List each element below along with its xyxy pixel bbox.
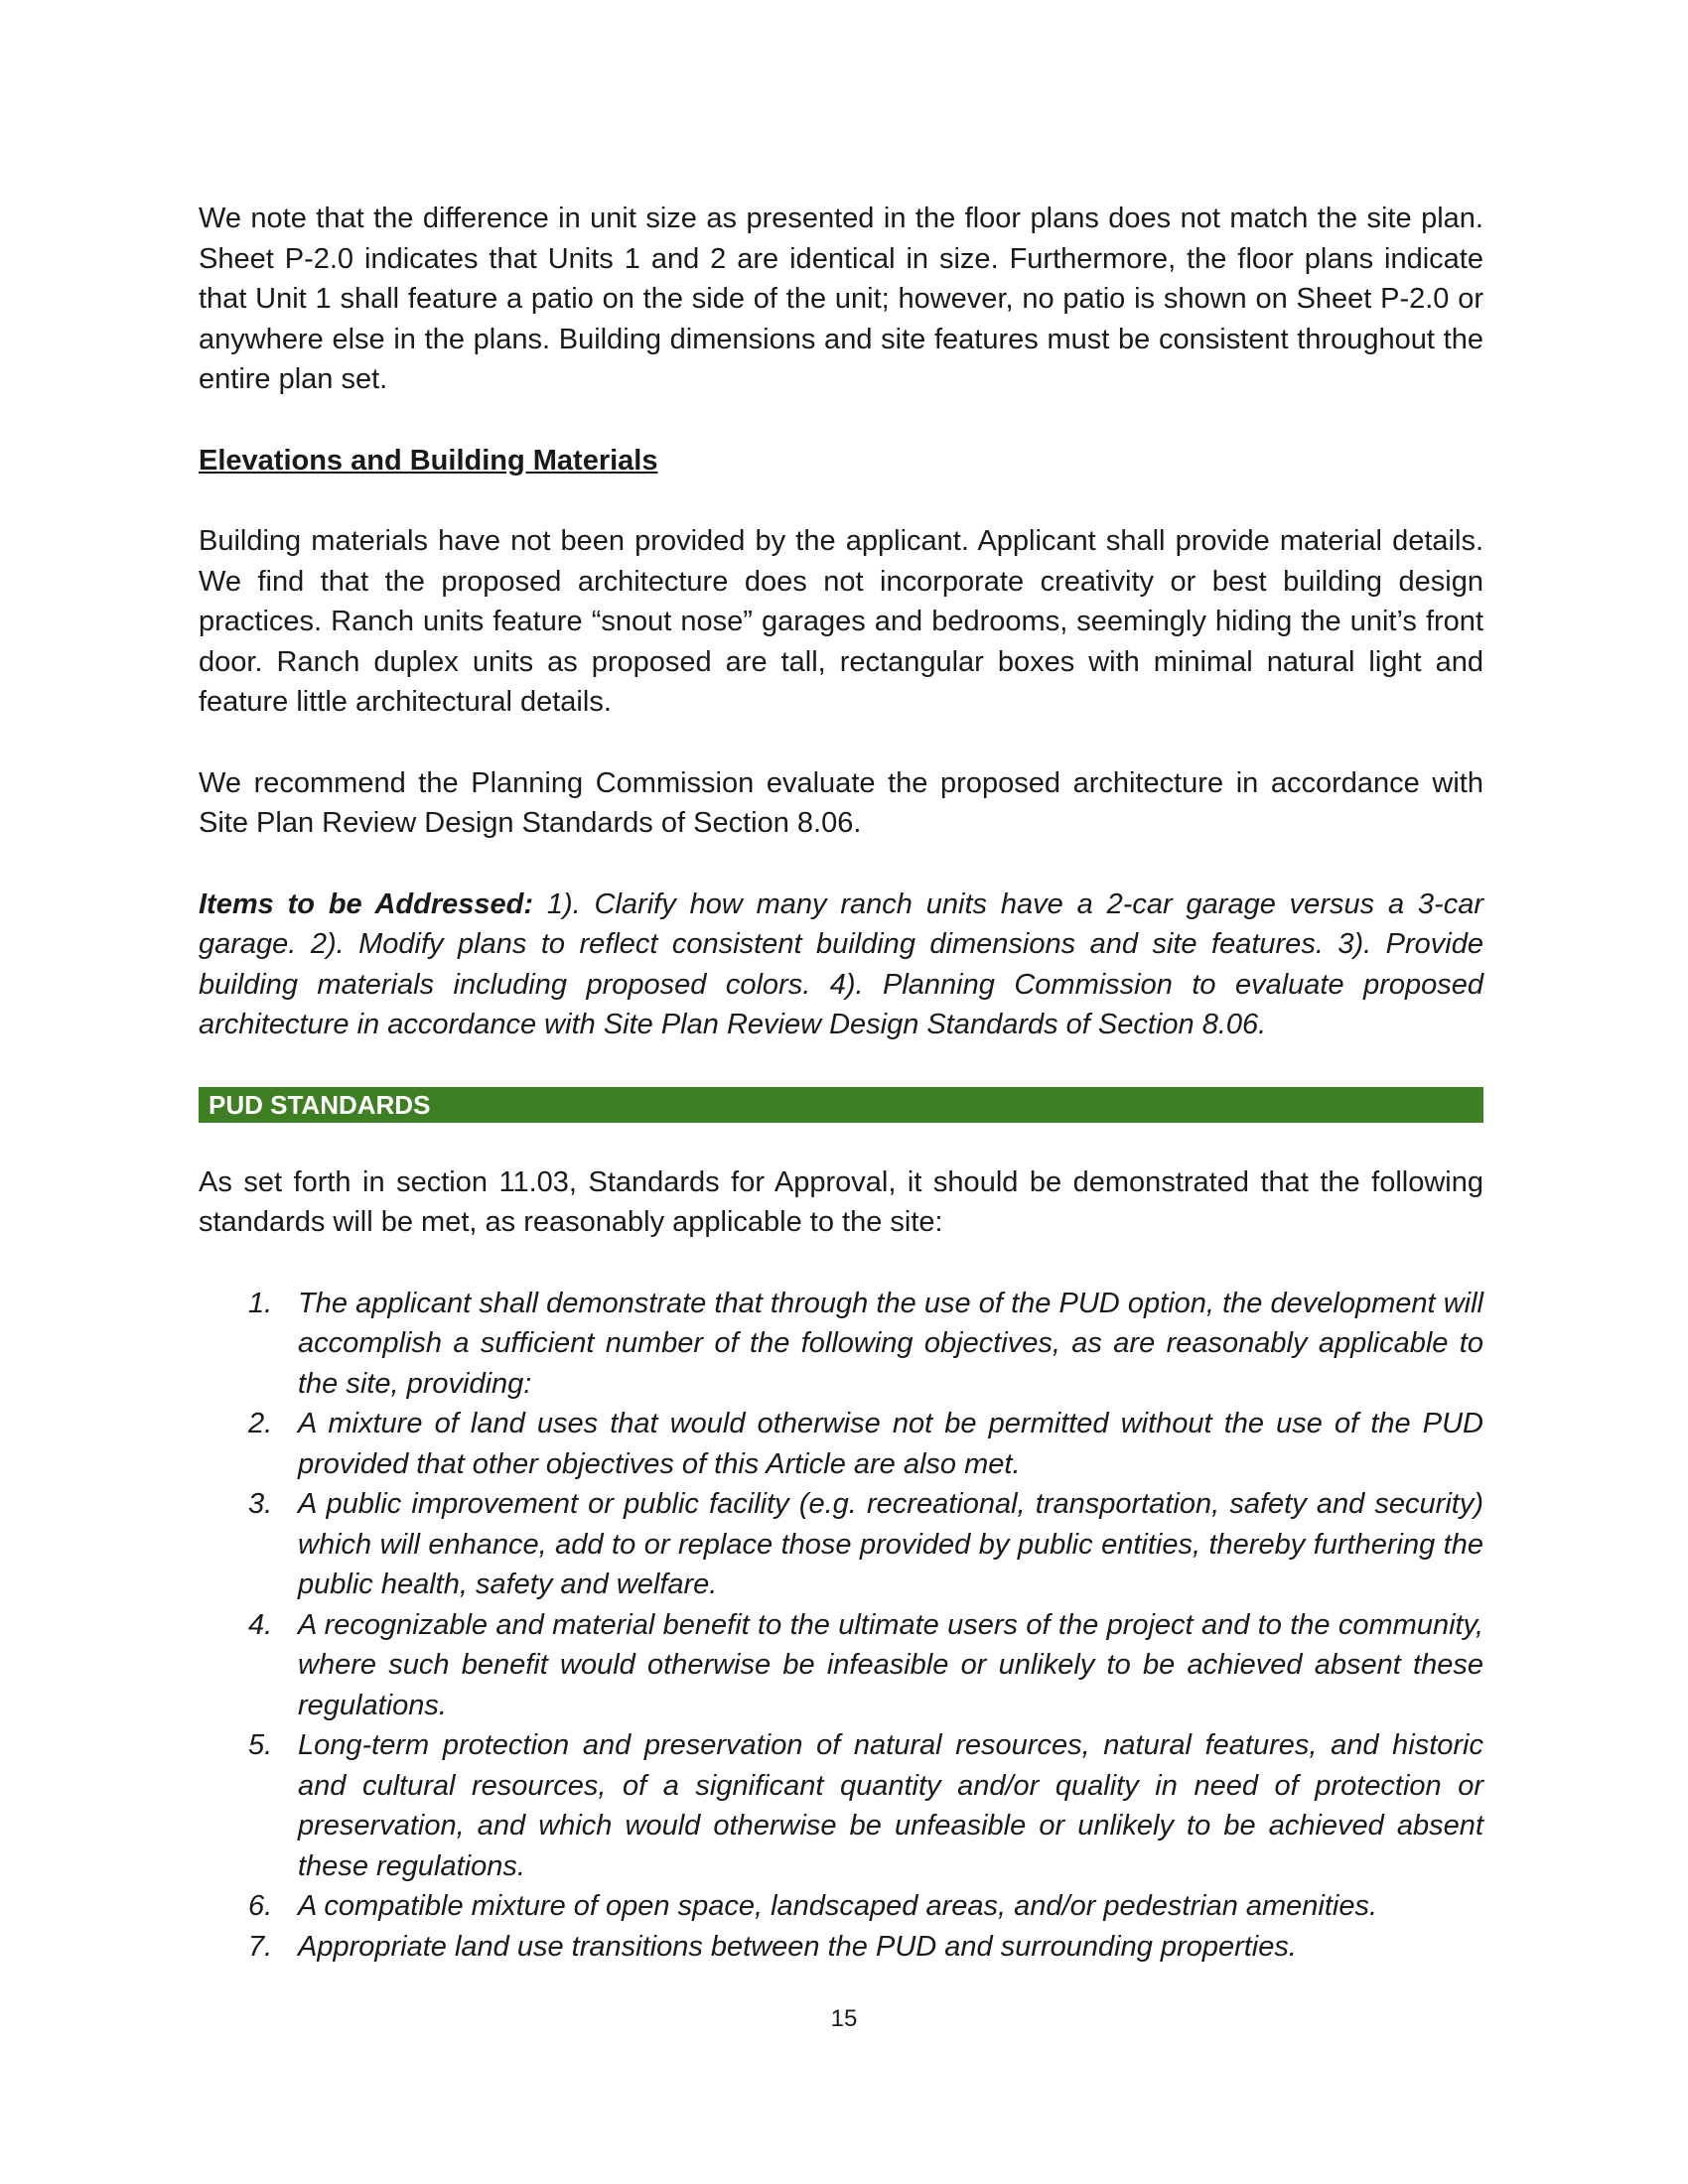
section-header-pud-standards: PUD STANDARDS: [199, 1087, 1483, 1123]
list-number: 3.: [248, 1488, 273, 1520]
standards-list-item: [199, 1725, 1483, 1886]
paragraph-recommendation: We recommend the Planning Commission evaluate the proposed architecture in accordance with Site Plan Review Design Standards of Section 8.06.: [199, 766, 1483, 839]
paragraph-unit-size: We note that the difference in unit size as presented in the floor plans does not match the site plan. Sheet P-2.0 indicates that Units 1 and 2 are identical in size. Furthermore, the floor plans indicate that Unit 1 shall feature a patio on the side of the unit; however, no patio is shown on Sheet P-2.0 or anywhere else in the plans. Building dimensions and site features must be consistent throughout the entire plan set.: [199, 203, 1483, 395]
list-number: 6.: [248, 1890, 273, 1922]
list-item-text: Long-term protection and preservation of natural resources, natural features, and historic and cultural resources, of a significant quantity and/or quality in need of protection or preservation, and which would otherwise be unfeasible or unlikely to be achieved absent these regulations.: [298, 1729, 1483, 1882]
standards-list-item: [199, 1284, 1483, 1405]
list-item-text: A mixture of land uses that would otherwise not be permitted without the use of the PUD provided that other objectives of this Article are also met.: [298, 1408, 1483, 1480]
document-page: [199, 199, 1483, 1967]
list-number: 7.: [248, 1930, 273, 1963]
list-item-text: The applicant shall demonstrate that through the use of the PUD option, the development will accomplish a sufficient number of the following objectives, as are reasonably applicable to the site, providing:: [298, 1287, 1483, 1400]
list-number: 5.: [248, 1729, 273, 1761]
items-text: 1). Clarify how many ranch units have a 2-car garage versus a 3-car garage. 2). Modify plans to reflect consistent building dimensions and site features. 3). Provide building materials including proposed colors. 4). Planning Commission to evaluate proposed architecture in accordance with Site Plan Review Design Standards of Section 8.06.: [199, 887, 1484, 1040]
heading-elevations: Elevations and Building Materials: [199, 444, 658, 477]
list-number: 2.: [248, 1408, 273, 1439]
standards-list-item: [199, 1605, 1483, 1726]
standards-list-item: [199, 1404, 1483, 1484]
standards-list-item: [199, 1484, 1483, 1605]
standards-list: [199, 1284, 1483, 1968]
standards-list-item: [199, 1927, 1483, 1968]
list-number: 1.: [248, 1287, 273, 1319]
page-number: 15: [830, 2005, 858, 2032]
list-number: 4.: [248, 1608, 273, 1641]
list-item-text: A public improvement or public facility (e.g. recreational, transportation, safety and security) which will enhance, add to or replace those provided by public entities, thereby furthering the public health, safety and welfare.: [298, 1488, 1483, 1600]
standards-list-item: [199, 1886, 1483, 1927]
items-to-be-addressed: [199, 885, 1483, 1045]
paragraph-building-materials: Building materials have not been provided by the applicant. Applicant shall provide material details. We find that the proposed architecture does not incorporate creativity or best building design practices. Ranch units feature “snout nose” garages and bedrooms, seemingly hiding the unit’s front door. Ranch duplex units as proposed are tall, rectangular boxes with minimal natural light and feature little architectural details.: [199, 525, 1483, 718]
paragraph-standards-intro: As set forth in section 11.03, Standards for Approval, it should be demonstrated that the following standards will be met, as reasonably applicable to the site:: [199, 1165, 1483, 1238]
list-item-text: Appropriate land use transitions between the PUD and surrounding properties.: [298, 1930, 1297, 1963]
list-item-text: A compatible mixture of open space, landscaped areas, and/or pedestrian amenities.: [298, 1890, 1378, 1922]
list-item-text: A recognizable and material benefit to the ultimate users of the project and to the community, where such benefit would otherwise be infeasible or unlikely to be achieved absent these regulations.: [298, 1608, 1483, 1721]
items-label: Items to be Addressed:: [199, 887, 533, 920]
